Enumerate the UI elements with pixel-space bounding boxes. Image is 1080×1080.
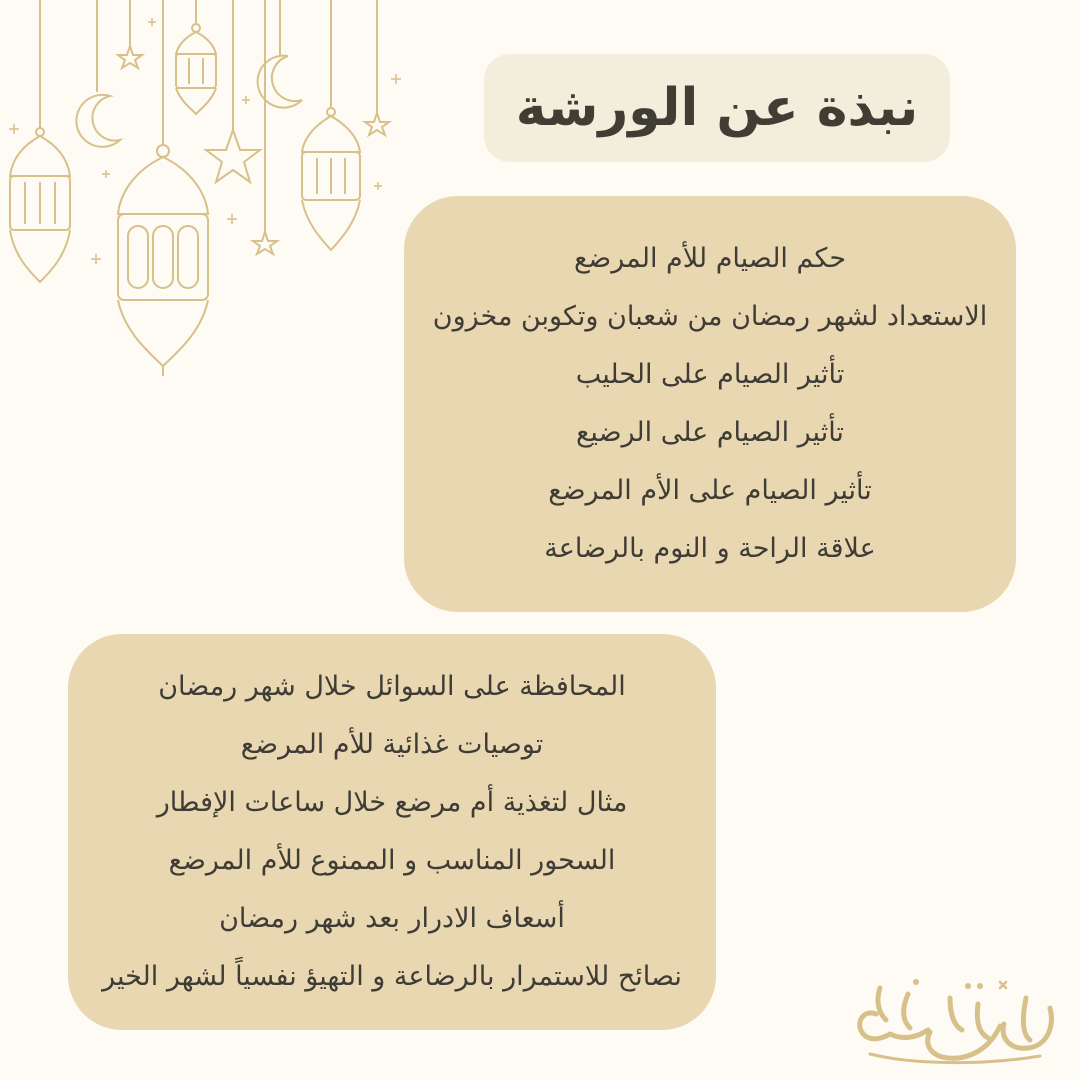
crescent-icon bbox=[76, 95, 120, 147]
title-box bbox=[484, 54, 950, 162]
star-icon bbox=[253, 232, 277, 254]
topics-card-2 bbox=[68, 634, 716, 1030]
list-item: السحور المناسب و الممنوع للأم المرضع bbox=[168, 845, 616, 876]
star-icon bbox=[365, 113, 389, 135]
list-item: علاقة الراحة و النوم بالرضاعة bbox=[544, 533, 876, 564]
lantern-icon bbox=[302, 108, 360, 250]
page-title: نبذة عن الورشة bbox=[515, 78, 919, 138]
list-item: تأثير الصيام على الرضيع bbox=[576, 417, 844, 448]
list-item: توصيات غذائية للأم المرضع bbox=[240, 729, 544, 760]
star-icon bbox=[206, 130, 260, 182]
list-item: مثال لتغذية أم مرضع خلال ساعات الإفطار bbox=[156, 787, 628, 818]
lantern-icon bbox=[10, 128, 70, 282]
topics-card-1 bbox=[404, 196, 1016, 612]
star-icon bbox=[118, 46, 142, 68]
lantern-icon bbox=[118, 145, 208, 376]
list-item: تأثير الصيام على الحليب bbox=[575, 359, 845, 390]
lantern-icon bbox=[176, 24, 216, 114]
list-item: الاستعداد لشهر رمضان من شعبان وتكوبن مخزون bbox=[432, 301, 988, 332]
hanging-lanterns-decoration bbox=[0, 0, 410, 390]
list-item: المحافظة على السوائل خلال شهر رمضان bbox=[158, 671, 626, 702]
ramadan-kareem-calligraphy-icon bbox=[850, 968, 1062, 1068]
list-item: حكم الصيام للأم المرضع bbox=[573, 243, 847, 274]
list-item: تأثير الصيام على الأم المرضع bbox=[548, 475, 872, 506]
list-item: أسعاف الادرار بعد شهر رمضان bbox=[219, 903, 565, 934]
list-item: نصائح للاستمرار بالرضاعة و التهيؤ نفسياً لشهر الخير bbox=[102, 961, 682, 992]
